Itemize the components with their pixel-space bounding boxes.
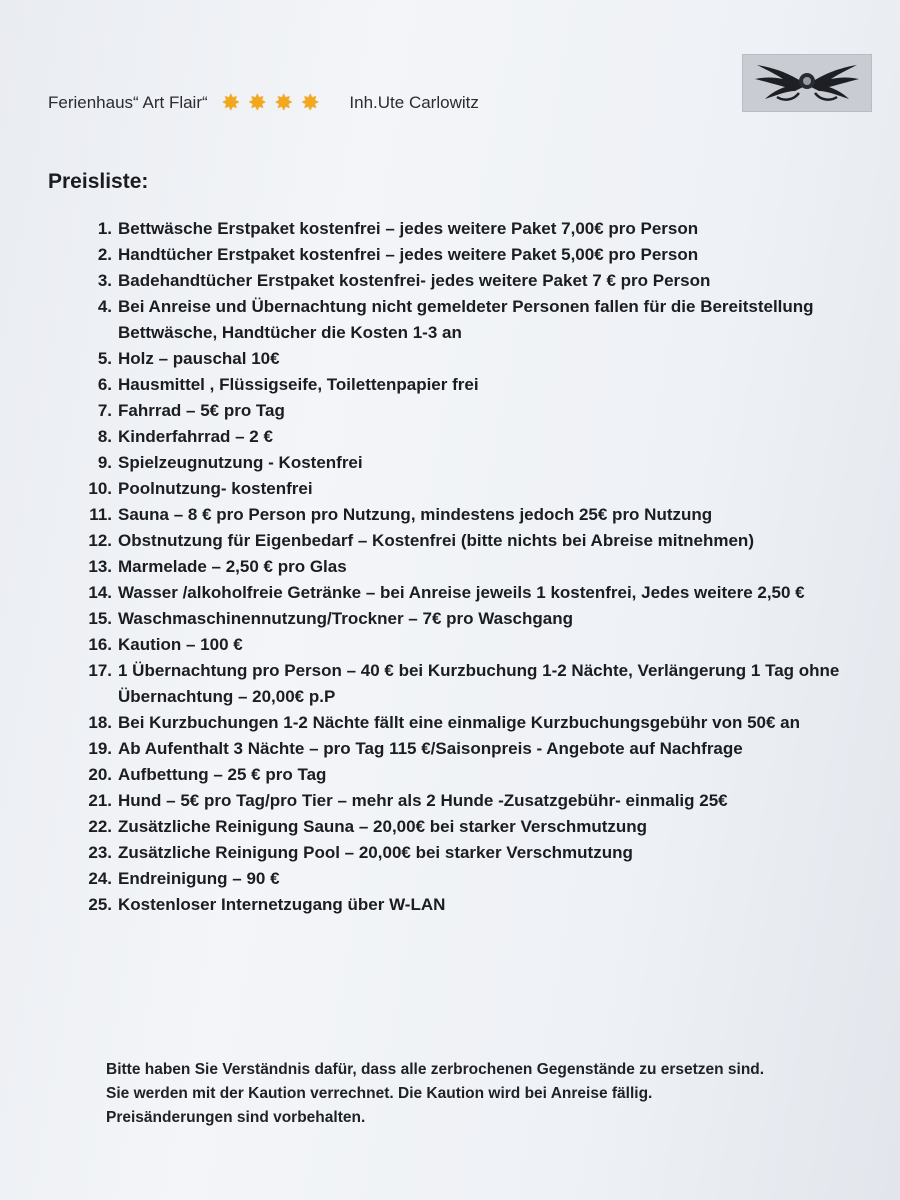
- list-item: [76, 528, 876, 554]
- list-item: [76, 554, 876, 580]
- item-number: 15.: [88, 609, 112, 628]
- item-number: 10.: [88, 479, 112, 498]
- item-number: 12.: [88, 531, 112, 550]
- list-item: [76, 424, 876, 450]
- list-item: [76, 892, 876, 918]
- item-text: Marmelade – 2,50 € pro Glas: [118, 557, 347, 576]
- item-text: Waschmaschinennutzung/Trockner – 7€ pro Waschgang: [118, 609, 573, 628]
- item-number: 5.: [97, 349, 112, 368]
- item-text: Poolnutzung- kostenfrei: [118, 479, 313, 498]
- star-icon: ✸: [248, 90, 267, 115]
- list-item: [76, 476, 876, 502]
- item-text: Hund – 5€ pro Tag/pro Tier – mehr als 2 Hunde -Zusatzgebühr- einmalig 25€: [118, 791, 728, 810]
- item-number: 22.: [88, 817, 112, 836]
- footer-line: Bitte haben Sie Verständnis dafür, dass alle zerbrochenen Gegenstände zu ersetzen sind.: [106, 1061, 765, 1078]
- item-text: Zusätzliche Reinigung Pool – 20,00€ bei starker Verschmutzung: [118, 843, 633, 862]
- item-text: Ab Aufenthalt 3 Nächte – pro Tag 115 €/Saisonpreis - Angebote auf Nachfrage: [118, 739, 743, 758]
- star-icon: ✸: [221, 90, 241, 115]
- star-rating: [222, 92, 320, 114]
- list-item: [76, 346, 876, 372]
- item-number: 7.: [97, 401, 112, 420]
- item-text: Bei Anreise und Übernachtung nicht gemeldeter Personen fallen für die Bereitstellung Bettwäsche, Handtücher die Kosten 1-3 an: [118, 297, 814, 342]
- footer-line: Preisänderungen sind vorbehalten.: [106, 1109, 366, 1126]
- item-text: Handtücher Erstpaket kostenfrei – jedes weitere Paket 5,00€ pro Person: [118, 245, 699, 264]
- item-number: 19.: [88, 739, 112, 758]
- list-item: [76, 866, 876, 892]
- item-text: Obstnutzung für Eigenbedarf – Kostenfrei (bitte nichts bei Abreise mitnehmen): [118, 531, 754, 550]
- list-item: [76, 502, 876, 528]
- item-number: 13.: [88, 557, 112, 576]
- item-number: 9.: [97, 453, 112, 472]
- item-number: 2.: [97, 245, 112, 264]
- list-item: [76, 788, 876, 814]
- letterhead: [48, 92, 479, 114]
- footer-line: Sie werden mit der Kaution verrechnet. Die Kaution wird bei Anreise fällig.: [106, 1085, 653, 1102]
- list-item: [76, 242, 876, 268]
- item-text: Kinderfahrrad – 2 €: [118, 427, 273, 446]
- item-number: 3.: [97, 271, 112, 290]
- list-item: [76, 762, 876, 788]
- page-title: Preisliste:: [48, 170, 149, 193]
- item-text: Aufbettung – 25 € pro Tag: [118, 765, 327, 784]
- list-item: [76, 268, 876, 294]
- list-item: [76, 814, 876, 840]
- list-item: [76, 710, 876, 736]
- owner-name: Inh.Ute Carlowitz: [349, 93, 479, 112]
- item-number: 1.: [97, 219, 112, 238]
- item-text: Holz – pauschal 10€: [118, 349, 280, 368]
- item-number: 25.: [88, 895, 112, 914]
- list-item: [76, 658, 876, 710]
- item-text: Wasser /alkoholfreie Getränke – bei Anreise jeweils 1 kostenfrei, Jedes weitere 2,50 €: [118, 583, 805, 602]
- item-text: Hausmittel , Flüssigseife, Toilettenpapier frei: [118, 375, 479, 394]
- list-item: [76, 372, 876, 398]
- item-text: Bei Kurzbuchungen 1-2 Nächte fällt eine einmalige Kurzbuchungsgebühr von 50€ an: [118, 713, 801, 732]
- list-item: [76, 632, 876, 658]
- item-number: 20.: [88, 765, 112, 784]
- item-text: Zusätzliche Reinigung Sauna – 20,00€ bei starker Verschmutzung: [118, 817, 648, 836]
- item-text: Endreinigung – 90 €: [118, 869, 280, 888]
- item-number: 6.: [97, 375, 112, 394]
- item-text: Bettwäsche Erstpaket kostenfrei – jedes weitere Paket 7,00€ pro Person: [118, 219, 699, 238]
- item-number: 23.: [88, 843, 112, 862]
- list-item: [76, 736, 876, 762]
- item-text: Sauna – 8 € pro Person pro Nutzung, mindestens jedoch 25€ pro Nutzung: [118, 505, 713, 524]
- item-text: Fahrrad – 5€ pro Tag: [118, 401, 285, 420]
- list-item: [76, 580, 876, 606]
- winged-emblem-icon: [742, 54, 872, 112]
- footer-note: [106, 1058, 866, 1130]
- item-number: 18.: [88, 713, 112, 732]
- list-item: [76, 216, 876, 242]
- item-text: Kaution – 100 €: [118, 635, 243, 654]
- item-number: 4.: [97, 297, 112, 316]
- house-name: Ferienhaus“ Art Flair“: [48, 93, 208, 112]
- item-number: 21.: [88, 791, 112, 810]
- list-item: [76, 606, 876, 632]
- list-item: [76, 398, 876, 424]
- list-item: [76, 294, 876, 346]
- list-item: [76, 450, 876, 476]
- item-text: 1 Übernachtung pro Person – 40 € bei Kurzbuchung 1-2 Nächte, Verlängerung 1 Tag ohne Übernachtung – 20,00€ p.P: [118, 661, 840, 706]
- item-number: 8.: [97, 427, 112, 446]
- item-number: 17.: [88, 661, 112, 680]
- item-number: 24.: [88, 869, 112, 888]
- star-icon: ✸: [300, 90, 320, 115]
- item-text: Kostenloser Internetzugang über W-LAN: [118, 895, 446, 914]
- item-number: 16.: [88, 635, 112, 654]
- star-icon: ✸: [274, 90, 293, 115]
- list-item: [76, 840, 876, 866]
- item-number: 11.: [89, 505, 112, 524]
- item-text: Badehandtücher Erstpaket kostenfrei- jedes weitere Paket 7 € pro Person: [118, 271, 711, 290]
- item-text: Spielzeugnutzung - Kostenfrei: [118, 453, 363, 472]
- item-number: 14.: [88, 583, 112, 602]
- price-list: [76, 216, 876, 918]
